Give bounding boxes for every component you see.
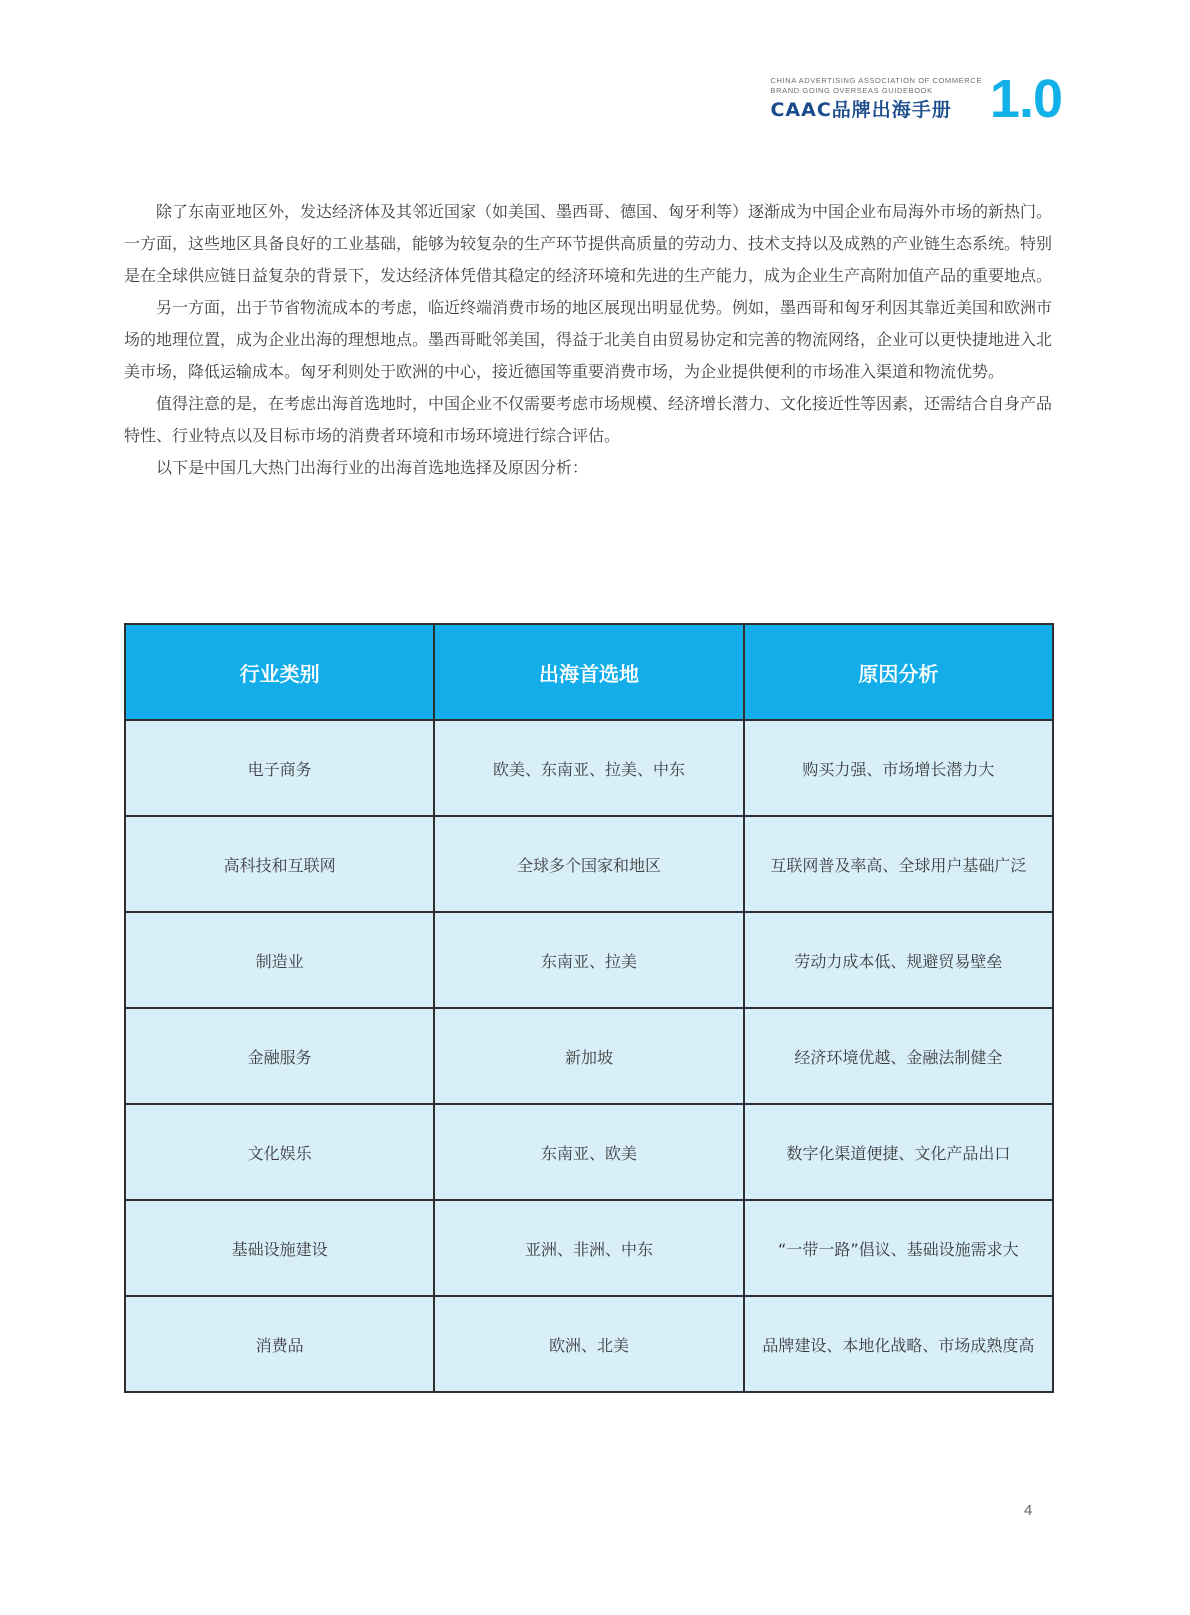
industry-destination-table — [124, 623, 1054, 1393]
cell-industry: 高科技和互联网 — [125, 816, 434, 912]
paragraph: 另一方面，出于节省物流成本的考虑，临近终端消费市场的地区展现出明显优势。例如，墨西哥和匈牙利因其靠近美国和欧洲市场的地理位置，成为企业出海的理想地点。墨西哥毗邻美国，得益于北美自由贸易协定和完善的物流网络，企业可以更快捷地进入北美市场，降低运输成本。匈牙利则处于欧洲的中心，接近德国等重要消费市场，为企业提供便利的市场准入渠道和物流优势。 — [124, 298, 1053, 381]
page-number: 4 — [1024, 1502, 1033, 1519]
table-row — [125, 1200, 1053, 1296]
cell-industry: 电子商务 — [125, 720, 434, 816]
cell-industry: 消费品 — [125, 1296, 434, 1392]
cell-reason: 劳动力成本低、规避贸易壁垒 — [744, 912, 1053, 1008]
cell-destination: 欧洲、北美 — [434, 1296, 743, 1392]
cell-industry: 金融服务 — [125, 1008, 434, 1104]
body-text — [124, 196, 1052, 484]
cell-industry: 基础设施建设 — [125, 1200, 434, 1296]
cell-destination: 全球多个国家和地区 — [434, 816, 743, 912]
cell-reason: “一带一路”倡议、基础设施需求大 — [744, 1200, 1053, 1296]
header-reason: 原因分析 — [744, 624, 1053, 720]
header-destination: 出海首选地 — [434, 624, 743, 720]
cell-reason: 品牌建设、本地化战略、市场成熟度高 — [744, 1296, 1053, 1392]
paragraph: 值得注意的是，在考虑出海首选地时，中国企业不仅需要考虑市场规模、经济增长潜力、文化接近性等因素，还需结合自身产品特性、行业特点以及目标市场的消费者环境和市场环境进行综合评估。 — [124, 394, 1053, 445]
header-industry: 行业类别 — [125, 624, 434, 720]
table-row — [125, 1104, 1053, 1200]
cell-reason: 经济环境优越、金融法制健全 — [744, 1008, 1053, 1104]
cell-reason: 互联网普及率高、全球用户基础广泛 — [744, 816, 1053, 912]
cell-industry: 制造业 — [125, 912, 434, 1008]
cell-destination: 东南亚、欧美 — [434, 1104, 743, 1200]
header-subtitle-line1: CHINA ADVERTISING ASSOCIATION OF COMMERCE — [770, 76, 982, 85]
header-text-block — [770, 76, 981, 122]
header-version: 1.0 — [989, 69, 1062, 129]
table-row — [125, 816, 1053, 912]
cell-destination: 新加坡 — [434, 1008, 743, 1104]
table-header-row — [125, 624, 1053, 720]
paragraph: 除了东南亚地区外，发达经济体及其邻近国家（如美国、墨西哥、德国、匈牙利等）逐渐成为中国企业布局海外市场的新热门。一方面，这些地区具备良好的工业基础，能够为较复杂的生产环节提供高质量的劳动力、技术支持以及成熟的产业链生态系统。特别是在全球供应链日益复杂的背景下，发达经济体凭借其稳定的经济环境和先进的生产能力，成为企业生产高附加值产品的重要地点。 — [124, 202, 1053, 285]
header-title: CAAC品牌出海手册 — [770, 99, 952, 121]
table-row — [125, 1008, 1053, 1104]
cell-reason: 数字化渠道便捷、文化产品出口 — [744, 1104, 1053, 1200]
header-subtitle-line2: BRAND GOING OVERSEAS GUIDEBOOK — [770, 86, 933, 95]
cell-destination: 东南亚、拉美 — [434, 912, 743, 1008]
cell-reason: 购买力强、市场增长潜力大 — [744, 720, 1053, 816]
table-row — [125, 720, 1053, 816]
cell-destination: 欧美、东南亚、拉美、中东 — [434, 720, 743, 816]
cell-destination: 亚洲、非洲、中东 — [434, 1200, 743, 1296]
page-header — [770, 69, 1062, 129]
paragraph: 以下是中国几大热门出海行业的出海首选地选择及原因分析： — [156, 458, 589, 477]
cell-industry: 文化娱乐 — [125, 1104, 434, 1200]
table-row — [125, 1296, 1053, 1392]
table-row — [125, 912, 1053, 1008]
